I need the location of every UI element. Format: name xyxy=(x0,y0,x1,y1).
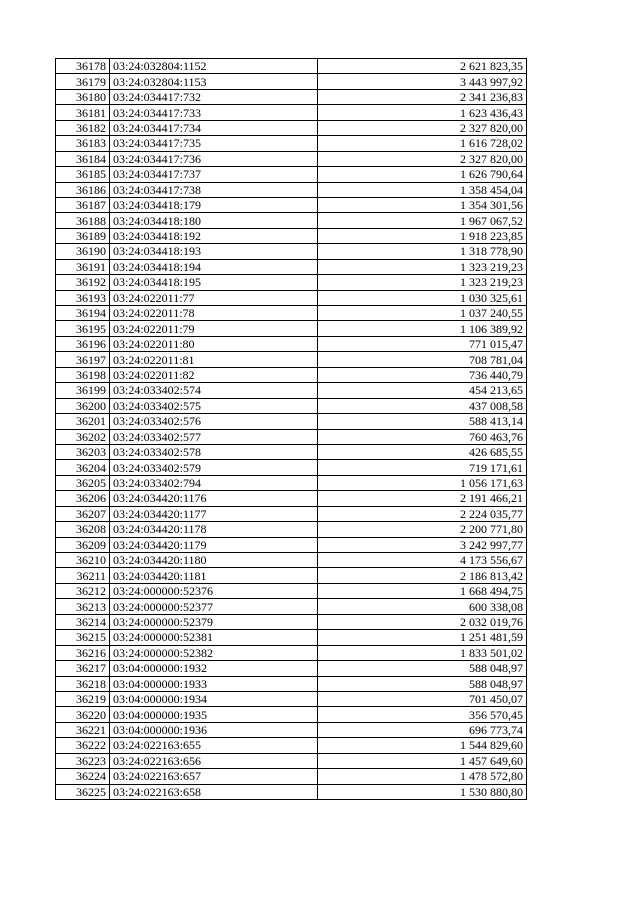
row-number-cell: 36178 xyxy=(56,59,110,74)
cadastral-value-cell: 437 008,58 xyxy=(318,398,527,413)
cadastral-value-cell: 588 413,14 xyxy=(318,414,527,429)
cadastral-number-cell: 03:24:022011:78 xyxy=(110,306,318,321)
cadastral-value-cell: 2 327 820,00 xyxy=(318,120,527,135)
row-number-cell: 36182 xyxy=(56,120,110,135)
cadastral-number-cell: 03:24:033402:577 xyxy=(110,429,318,444)
cadastral-value-cell: 1 358 454,04 xyxy=(318,182,527,197)
cadastral-value-cell: 1 251 481,59 xyxy=(318,630,527,645)
cadastral-value-cell: 1 318 778,90 xyxy=(318,244,527,259)
table-row xyxy=(56,491,527,506)
cadastral-number-cell: 03:24:034417:734 xyxy=(110,120,318,135)
row-number-cell: 36206 xyxy=(56,491,110,506)
row-number-cell: 36194 xyxy=(56,306,110,321)
table-row xyxy=(56,475,527,490)
row-number-cell: 36180 xyxy=(56,89,110,104)
row-number-cell: 36183 xyxy=(56,136,110,151)
cadastral-value-cell: 1 967 067,52 xyxy=(318,213,527,228)
cadastral-value-cell: 1 030 325,61 xyxy=(318,290,527,305)
cadastral-number-cell: 03:24:022011:80 xyxy=(110,336,318,351)
row-number-cell: 36216 xyxy=(56,645,110,660)
cadastral-number-cell: 03:24:034417:737 xyxy=(110,167,318,182)
row-number-cell: 36205 xyxy=(56,475,110,490)
cadastral-number-cell: 03:24:000000:52379 xyxy=(110,614,318,629)
table-row xyxy=(56,213,527,228)
table-row xyxy=(56,352,527,367)
table-body xyxy=(56,59,527,800)
cadastral-number-cell: 03:04:000000:1936 xyxy=(110,722,318,737)
row-number-cell: 36213 xyxy=(56,599,110,614)
cadastral-value-cell: 2 191 466,21 xyxy=(318,491,527,506)
cadastral-number-cell: 03:04:000000:1933 xyxy=(110,676,318,691)
cadastral-value-cell: 760 463,76 xyxy=(318,429,527,444)
cadastral-value-cell: 771 015,47 xyxy=(318,336,527,351)
table-row xyxy=(56,259,527,274)
row-number-cell: 36186 xyxy=(56,182,110,197)
row-number-cell: 36181 xyxy=(56,105,110,120)
cadastral-value-cell: 708 781,04 xyxy=(318,352,527,367)
cadastral-value-cell: 1 106 389,92 xyxy=(318,321,527,336)
cadastral-number-cell: 03:24:022163:657 xyxy=(110,769,318,784)
cadastral-value-cell: 1 056 171,63 xyxy=(318,475,527,490)
table-row xyxy=(56,228,527,243)
cadastral-value-cell: 2 621 823,35 xyxy=(318,59,527,74)
cadastral-number-cell: 03:24:032804:1153 xyxy=(110,74,318,89)
table-row xyxy=(56,367,527,382)
row-number-cell: 36209 xyxy=(56,537,110,552)
cadastral-number-cell: 03:24:034420:1179 xyxy=(110,537,318,552)
cadastral-number-cell: 03:24:034418:194 xyxy=(110,259,318,274)
cadastral-value-cell: 2 224 035,77 xyxy=(318,506,527,521)
table-row xyxy=(56,522,527,537)
table-row xyxy=(56,722,527,737)
row-number-cell: 36224 xyxy=(56,769,110,784)
table-row xyxy=(56,630,527,645)
table-row xyxy=(56,537,527,552)
row-number-cell: 36192 xyxy=(56,275,110,290)
cadastral-number-cell: 03:24:034420:1181 xyxy=(110,568,318,583)
cadastral-number-cell: 03:24:033402:574 xyxy=(110,383,318,398)
table-row xyxy=(56,707,527,722)
row-number-cell: 36220 xyxy=(56,707,110,722)
row-number-cell: 36223 xyxy=(56,753,110,768)
cadastral-value-cell: 1 323 219,23 xyxy=(318,259,527,274)
table-row xyxy=(56,691,527,706)
table-row xyxy=(56,414,527,429)
row-number-cell: 36210 xyxy=(56,553,110,568)
cadastral-value-cell: 1 354 301,56 xyxy=(318,197,527,212)
table-row xyxy=(56,120,527,135)
row-number-cell: 36190 xyxy=(56,244,110,259)
cadastral-value-cell: 1 530 880,80 xyxy=(318,784,527,799)
row-number-cell: 36204 xyxy=(56,460,110,475)
table-row xyxy=(56,553,527,568)
cadastral-value-cell: 2 186 813,42 xyxy=(318,568,527,583)
table-row xyxy=(56,383,527,398)
cadastral-value-table xyxy=(55,58,527,800)
cadastral-number-cell: 03:04:000000:1934 xyxy=(110,691,318,706)
cadastral-number-cell: 03:24:000000:52382 xyxy=(110,645,318,660)
cadastral-number-cell: 03:24:033402:579 xyxy=(110,460,318,475)
cadastral-number-cell: 03:24:034417:736 xyxy=(110,151,318,166)
table-row xyxy=(56,753,527,768)
cadastral-value-cell: 3 242 997,77 xyxy=(318,537,527,552)
row-number-cell: 36188 xyxy=(56,213,110,228)
table-row xyxy=(56,167,527,182)
table-row xyxy=(56,599,527,614)
cadastral-value-cell: 1 457 649,60 xyxy=(318,753,527,768)
cadastral-value-cell: 588 048,97 xyxy=(318,661,527,676)
cadastral-value-cell: 1 323 219,23 xyxy=(318,275,527,290)
row-number-cell: 36211 xyxy=(56,568,110,583)
cadastral-value-cell: 1 037 240,55 xyxy=(318,306,527,321)
row-number-cell: 36212 xyxy=(56,583,110,598)
table-row xyxy=(56,429,527,444)
row-number-cell: 36179 xyxy=(56,74,110,89)
cadastral-value-cell: 719 171,61 xyxy=(318,460,527,475)
cadastral-value-cell: 2 341 236,83 xyxy=(318,89,527,104)
row-number-cell: 36200 xyxy=(56,398,110,413)
row-number-cell: 36195 xyxy=(56,321,110,336)
table-row xyxy=(56,738,527,753)
cadastral-number-cell: 03:24:034418:192 xyxy=(110,228,318,243)
table-row xyxy=(56,151,527,166)
table-row xyxy=(56,89,527,104)
cadastral-number-cell: 03:24:034420:1178 xyxy=(110,522,318,537)
row-number-cell: 36196 xyxy=(56,336,110,351)
cadastral-number-cell: 03:24:033402:578 xyxy=(110,444,318,459)
cadastral-number-cell: 03:24:033402:794 xyxy=(110,475,318,490)
cadastral-number-cell: 03:24:034418:180 xyxy=(110,213,318,228)
cadastral-value-cell: 4 173 556,67 xyxy=(318,553,527,568)
table-row xyxy=(56,583,527,598)
table-row xyxy=(56,784,527,799)
cadastral-number-cell: 03:24:034417:738 xyxy=(110,182,318,197)
cadastral-number-cell: 03:24:022011:81 xyxy=(110,352,318,367)
cadastral-number-cell: 03:24:034420:1180 xyxy=(110,553,318,568)
cadastral-number-cell: 03:04:000000:1935 xyxy=(110,707,318,722)
table-row xyxy=(56,321,527,336)
cadastral-value-cell: 696 773,74 xyxy=(318,722,527,737)
row-number-cell: 36203 xyxy=(56,444,110,459)
cadastral-value-cell: 701 450,07 xyxy=(318,691,527,706)
row-number-cell: 36198 xyxy=(56,367,110,382)
table-row xyxy=(56,197,527,212)
table-row xyxy=(56,59,527,74)
table-row xyxy=(56,614,527,629)
table-row xyxy=(56,568,527,583)
cadastral-value-cell: 2 327 820,00 xyxy=(318,151,527,166)
table-row xyxy=(56,506,527,521)
cadastral-number-cell: 03:24:034418:195 xyxy=(110,275,318,290)
table-row xyxy=(56,676,527,691)
cadastral-value-cell: 1 668 494,75 xyxy=(318,583,527,598)
table-row xyxy=(56,105,527,120)
cadastral-value-cell: 3 443 997,92 xyxy=(318,74,527,89)
cadastral-value-cell: 454 213,65 xyxy=(318,383,527,398)
cadastral-number-cell: 03:24:000000:52376 xyxy=(110,583,318,598)
row-number-cell: 36191 xyxy=(56,259,110,274)
cadastral-value-cell: 1 544 829,60 xyxy=(318,738,527,753)
cadastral-value-cell: 2 200 771,80 xyxy=(318,522,527,537)
cadastral-number-cell: 03:24:033402:576 xyxy=(110,414,318,429)
cadastral-number-cell: 03:24:034420:1176 xyxy=(110,491,318,506)
cadastral-value-cell: 1 623 436,43 xyxy=(318,105,527,120)
cadastral-value-cell: 1 626 790,64 xyxy=(318,167,527,182)
row-number-cell: 36199 xyxy=(56,383,110,398)
row-number-cell: 36202 xyxy=(56,429,110,444)
cadastral-number-cell: 03:24:022163:655 xyxy=(110,738,318,753)
row-number-cell: 36217 xyxy=(56,661,110,676)
table-row xyxy=(56,275,527,290)
table-row xyxy=(56,336,527,351)
row-number-cell: 36214 xyxy=(56,614,110,629)
table-row xyxy=(56,460,527,475)
table-row xyxy=(56,290,527,305)
row-number-cell: 36225 xyxy=(56,784,110,799)
table-row xyxy=(56,74,527,89)
table-row xyxy=(56,244,527,259)
cadastral-number-cell: 03:24:022011:79 xyxy=(110,321,318,336)
cadastral-number-cell: 03:24:022163:656 xyxy=(110,753,318,768)
cadastral-value-cell: 588 048,97 xyxy=(318,676,527,691)
cadastral-number-cell: 03:24:034417:735 xyxy=(110,136,318,151)
table-row xyxy=(56,444,527,459)
cadastral-number-cell: 03:24:034417:732 xyxy=(110,89,318,104)
cadastral-number-cell: 03:24:022011:82 xyxy=(110,367,318,382)
row-number-cell: 36221 xyxy=(56,722,110,737)
cadastral-number-cell: 03:24:022011:77 xyxy=(110,290,318,305)
row-number-cell: 36187 xyxy=(56,197,110,212)
row-number-cell: 36207 xyxy=(56,506,110,521)
row-number-cell: 36219 xyxy=(56,691,110,706)
cadastral-value-cell: 736 440,79 xyxy=(318,367,527,382)
table-row xyxy=(56,645,527,660)
row-number-cell: 36201 xyxy=(56,414,110,429)
cadastral-value-cell: 2 032 019,76 xyxy=(318,614,527,629)
cadastral-number-cell: 03:24:033402:575 xyxy=(110,398,318,413)
row-number-cell: 36208 xyxy=(56,522,110,537)
cadastral-number-cell: 03:24:000000:52381 xyxy=(110,630,318,645)
cadastral-value-cell: 600 338,08 xyxy=(318,599,527,614)
table-row xyxy=(56,306,527,321)
cadastral-number-cell: 03:24:034420:1177 xyxy=(110,506,318,521)
cadastral-value-cell: 1 616 728,02 xyxy=(318,136,527,151)
row-number-cell: 36222 xyxy=(56,738,110,753)
row-number-cell: 36189 xyxy=(56,228,110,243)
cadastral-value-cell: 1 918 223,85 xyxy=(318,228,527,243)
cadastral-number-cell: 03:24:022163:658 xyxy=(110,784,318,799)
cadastral-value-cell: 1 833 501,02 xyxy=(318,645,527,660)
cadastral-number-cell: 03:24:032804:1152 xyxy=(110,59,318,74)
cadastral-number-cell: 03:04:000000:1932 xyxy=(110,661,318,676)
row-number-cell: 36193 xyxy=(56,290,110,305)
row-number-cell: 36218 xyxy=(56,676,110,691)
row-number-cell: 36215 xyxy=(56,630,110,645)
cadastral-number-cell: 03:24:000000:52377 xyxy=(110,599,318,614)
cadastral-value-cell: 426 685,55 xyxy=(318,444,527,459)
cadastral-value-cell: 356 570,45 xyxy=(318,707,527,722)
table-row xyxy=(56,769,527,784)
row-number-cell: 36184 xyxy=(56,151,110,166)
row-number-cell: 36197 xyxy=(56,352,110,367)
table-row xyxy=(56,136,527,151)
table-row xyxy=(56,182,527,197)
table-row xyxy=(56,661,527,676)
cadastral-number-cell: 03:24:034417:733 xyxy=(110,105,318,120)
row-number-cell: 36185 xyxy=(56,167,110,182)
cadastral-value-cell: 1 478 572,80 xyxy=(318,769,527,784)
cadastral-number-cell: 03:24:034418:179 xyxy=(110,197,318,212)
table-row xyxy=(56,398,527,413)
cadastral-number-cell: 03:24:034418:193 xyxy=(110,244,318,259)
